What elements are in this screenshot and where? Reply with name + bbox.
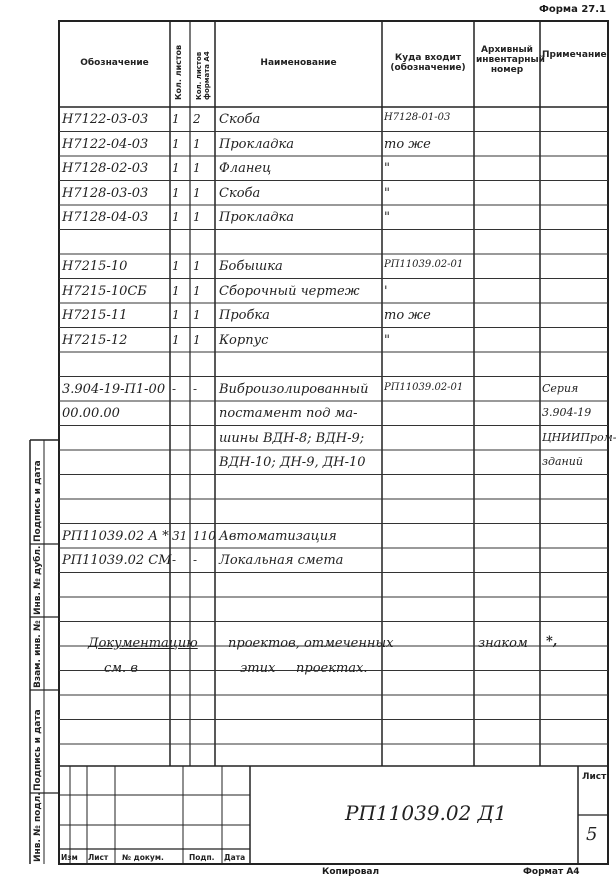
- header-note: Примечание: [542, 50, 607, 60]
- cell-sheets: 31: [172, 528, 188, 543]
- cell-name: постамент под ма-: [219, 406, 358, 421]
- cell-where: ': [384, 283, 388, 299]
- cell-where: то же: [384, 308, 431, 323]
- header-where-used: Куда входит (обозначение): [390, 53, 466, 73]
- cell-name: Бобышка: [219, 259, 283, 274]
- cell-designation: Н7128-03-03: [62, 185, 149, 201]
- cell-a4: 1: [193, 283, 201, 298]
- tb-col-sign: Подп.: [189, 853, 215, 862]
- cell-sheets: 1: [172, 283, 180, 298]
- cell-designation: Н7122-03-03: [62, 112, 149, 127]
- cell-sheets: 1: [172, 259, 180, 273]
- cell-where: ": [384, 210, 390, 225]
- cell-designation: Н7122-04-03: [62, 136, 149, 152]
- side-label-dup-inv: Инв. № дубл.: [33, 545, 43, 615]
- cell-where: то же: [384, 136, 431, 152]
- cell-where: РП11039.02-01: [384, 259, 464, 270]
- cell-a4: 1: [193, 185, 201, 200]
- note-word-6: этих: [240, 661, 276, 676]
- cell-where: РП11039.02-01: [384, 381, 464, 393]
- side-label-signature-date-2: Подпись и дата: [33, 709, 43, 791]
- side-label-orig-inv: Инв. № подл.: [33, 792, 43, 862]
- cell-a4: 1: [193, 210, 201, 224]
- cell-a4: 1: [193, 161, 201, 175]
- cell-designation: Н7215-10СБ: [62, 283, 147, 299]
- cell-note: 3.904-19: [542, 406, 592, 419]
- cell-designation: Н7128-02-03: [62, 161, 149, 176]
- cell-designation: 00.00.00: [62, 406, 120, 421]
- cell-name: Автоматизация: [219, 528, 337, 544]
- cell-sheets: 1: [172, 112, 180, 126]
- cell-a4: 110: [193, 528, 216, 543]
- cell-name: ВДН-10; ДН-9, ДН-10: [219, 455, 366, 470]
- cell-designation: Н7215-10: [62, 259, 128, 274]
- cell-designation: РП11039.02 А *: [62, 528, 169, 544]
- cell-where: ": [384, 161, 390, 176]
- document-code: РП11039.02 Д1: [345, 801, 507, 825]
- note-word-2: проектов, отмеченных: [228, 636, 394, 651]
- tb-col-sheet: Лист: [88, 853, 109, 862]
- footer-format: Формат А4: [523, 867, 580, 877]
- cell-name: Фланец: [219, 161, 272, 176]
- cell-name: Прокладка: [219, 210, 295, 225]
- cell-designation: Н7128-04-03: [62, 210, 149, 225]
- sheet-label: Лист: [582, 772, 607, 782]
- cell-a4: 1: [193, 332, 201, 347]
- cell-name: Скоба: [219, 185, 261, 201]
- cell-sheets: 1: [172, 332, 180, 347]
- tb-col-docnum: № докум.: [122, 853, 164, 862]
- cell-designation: Н7215-12: [62, 332, 128, 348]
- sheet-number: 5: [586, 824, 598, 845]
- cell-sheets: -: [172, 553, 177, 567]
- cell-note: зданий: [542, 455, 583, 468]
- cell-where: ": [384, 185, 390, 201]
- cell-sheets: 1: [172, 136, 180, 151]
- cell-sheets: 1: [172, 308, 180, 322]
- cell-name: Сборочный чертеж: [219, 283, 360, 299]
- note-word-4: *,: [546, 634, 558, 649]
- cell-where: Н7128-01-03: [384, 112, 451, 123]
- cell-designation: РП11039.02 СМ: [62, 553, 172, 568]
- cell-a4: 1: [193, 136, 201, 151]
- cell-a4: 1: [193, 308, 201, 322]
- cell-where: ": [384, 332, 390, 348]
- header-designation: Обозначение: [80, 58, 149, 68]
- cell-name: Пробка: [219, 308, 270, 323]
- header-name: Наименование: [260, 58, 337, 68]
- cell-name: Локальная смета: [219, 553, 344, 568]
- form-label: Форма 27.1: [538, 4, 606, 15]
- cell-a4: -: [193, 553, 198, 567]
- cell-sheets: 1: [172, 210, 180, 224]
- cell-sheets: 1: [172, 161, 180, 175]
- note-word-5: см. в: [104, 661, 138, 676]
- side-label-replace-inv: Взам. инв. №: [33, 620, 43, 688]
- cell-sheets: -: [172, 381, 177, 396]
- cell-name: Виброизолированный: [219, 381, 369, 397]
- cell-note: ЦНИИПром-: [542, 430, 616, 444]
- cell-sheets: 1: [172, 185, 180, 200]
- cell-note: Серия: [542, 381, 579, 395]
- cell-a4: 1: [193, 259, 201, 273]
- tb-col-change: Изм: [61, 853, 78, 862]
- cell-name: Корпус: [219, 332, 269, 348]
- cell-name: шины ВДН-8; ВДН-9;: [219, 430, 365, 446]
- cell-a4: 2: [193, 112, 201, 126]
- cell-name: Прокладка: [219, 136, 295, 152]
- header-a4-count: Кол. листов формата А4: [195, 51, 211, 100]
- cell-name: Скоба: [219, 112, 261, 127]
- tb-col-date: Дата: [224, 853, 246, 862]
- cell-designation: 3.904-19-П1-00: [62, 381, 166, 397]
- cell-designation: Н7215-11: [62, 308, 128, 323]
- side-label-signature-date-1: Подпись и дата: [33, 460, 43, 542]
- header-archive-number: Архивный инвентарный номер: [476, 45, 545, 75]
- note-word-7: проектах.: [296, 661, 368, 676]
- cell-a4: -: [193, 381, 198, 396]
- footer-copied: Копировал: [322, 867, 380, 877]
- header-sheets-count: Кол. листов: [174, 44, 183, 100]
- note-word-3: знаком: [478, 636, 528, 651]
- note-word-1: Документацию: [88, 636, 198, 651]
